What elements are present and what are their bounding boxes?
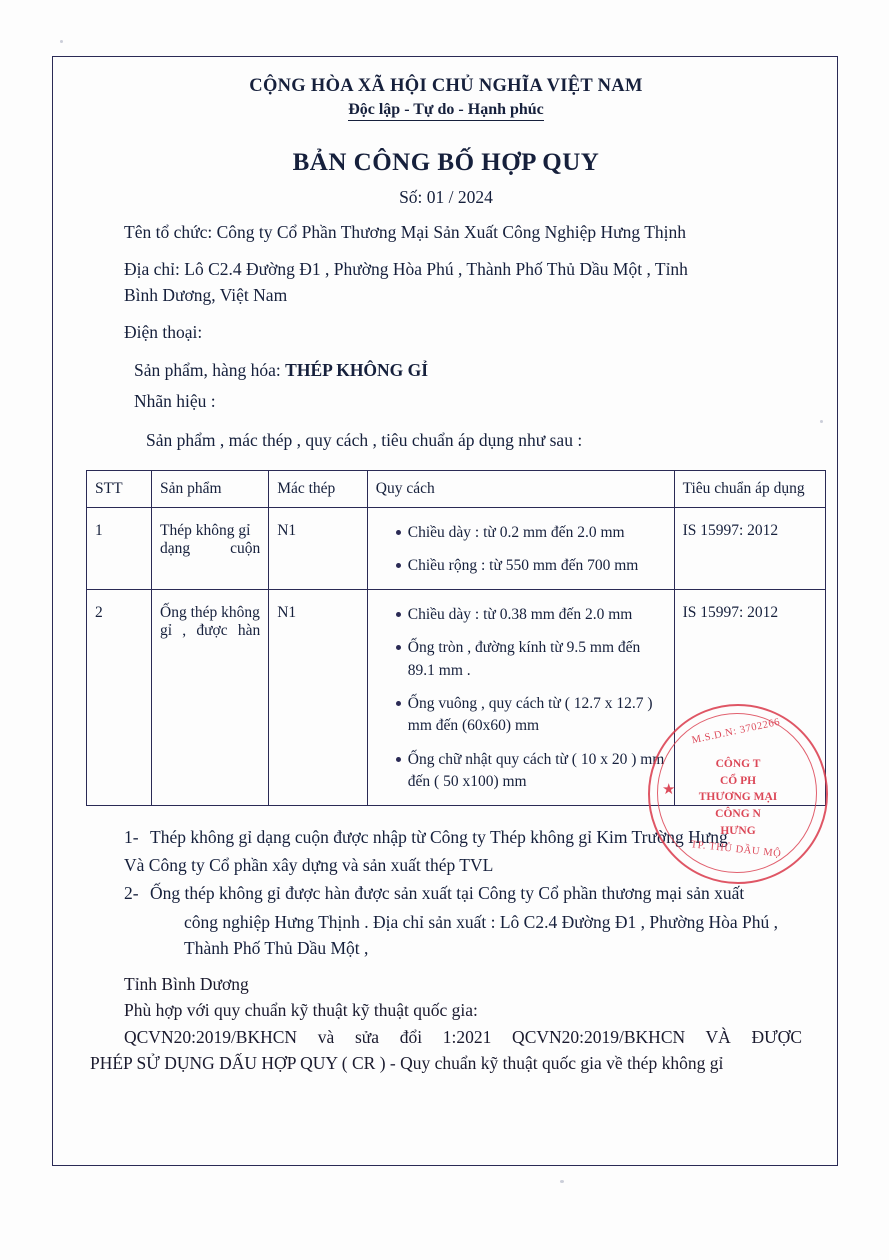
seal-line-4: CÔNG N [715, 808, 761, 821]
organization-phone: Điện thoại: [124, 322, 203, 343]
row-1-stt: 1 [87, 507, 152, 589]
brand-label: Nhãn hiệu : [134, 390, 216, 411]
scan-speck [60, 40, 63, 43]
row-2-specs [367, 589, 674, 805]
row-1-product: Thép không gỉ dạng cuộn [152, 507, 269, 589]
note-1-number: 1- [124, 826, 139, 847]
seal-line-5: HƯNG [720, 824, 756, 837]
table-row [87, 507, 826, 589]
organization-name: Tên tổ chức: Công ty Cổ Phần Thương Mại Sản Xuất Công Nghiệp Hưng Thịnh [124, 222, 687, 242]
table-header-product: Sản phẩm [152, 470, 269, 507]
national-title: CỘNG HÒA XÃ HỘI CHỦ NGHĨA VIỆT NAM [249, 76, 643, 96]
seal-line-3: THƯƠNG MẠI [698, 791, 778, 804]
notes-block [90, 824, 802, 961]
table-header-grade: Mác thép [269, 470, 368, 507]
table-header-standard: Tiêu chuẩn áp dụng [674, 470, 825, 507]
list-item: Chiều dày : từ 0.38 mm đến 2.0 mm [396, 604, 666, 626]
product-row [90, 358, 802, 383]
list-item: Ống vuông , quy cách từ ( 12.7 x 12.7 ) mm đến (60x60) mm [396, 693, 666, 738]
row-1-specs [367, 507, 674, 589]
row-1-standard: IS 15997: 2012 [674, 507, 825, 589]
row-2-standard: IS 15997: 2012 [674, 589, 825, 805]
standards-line-2: PHÉP SỬ DỤNG DẤU HỢP QUY ( CR ) - Quy chuẩn kỹ thuật quốc gia về thép không gỉ [90, 1052, 724, 1073]
scan-speck [820, 420, 823, 423]
product-label: Sản phẩm, hàng hóa: [134, 359, 281, 380]
product-value: THÉP KHÔNG GỈ [285, 359, 429, 380]
table-header-stt: STT [87, 470, 152, 507]
seal-line-2: CỔ PH [719, 774, 757, 787]
organization-address-line-1: Địa chỉ: Lô C2.4 Đường Đ1 , Phường Hòa Phú , Thành Phố Thủ Dầu Một , Tỉnh [124, 259, 688, 280]
note-2-line-2: công nghiệp Hưng Thịnh . Địa chỉ sản xuất : Lô C2.4 Đường Đ1 , Phường Hòa Phú , [184, 911, 778, 932]
row-2-product: Ống thép không gỉ , được hàn [152, 589, 269, 805]
seal-arc-top-text: M.S.D.N: 3702266 [690, 716, 782, 747]
table-header-row [87, 470, 826, 507]
specification-table [86, 470, 826, 806]
organization-address-line-2: Bình Dương, Việt Nam [124, 284, 288, 305]
note-item-1 [90, 824, 802, 850]
seal-line-1: CÔNG T [715, 758, 761, 770]
table-row [87, 589, 826, 805]
list-item: Chiều rộng : từ 550 mm đến 700 mm [396, 555, 666, 577]
standards-line-1: QCVN20:2019/BKHCN và sửa đổi 1:2021 QCVN20:2019/BKHCN VÀ ĐƯỢC [124, 1026, 802, 1047]
scan-speck [560, 1180, 564, 1183]
national-heading-block [90, 76, 802, 121]
seal-arc-bottom-text: TP. THỦ DẦU MỘ [690, 839, 782, 860]
national-motto: Độc lập - Tự do - Hạnh phúc [348, 101, 544, 121]
note-2-line-1: Ống thép không gỉ được hàn được sản xuất tại Công ty Cổ phần thương mại sản xuất [150, 883, 745, 904]
table-header-spec: Quy cách [367, 470, 674, 507]
row-1-grade: N1 [269, 507, 368, 589]
list-item: Chiều dày : từ 0.2 mm đến 2.0 mm [396, 522, 666, 544]
conformity-line: Phù hợp với quy chuẩn kỹ thuật kỹ thuật quốc gia: [124, 1000, 478, 1021]
list-item: Ống tròn , đường kính từ 9.5 mm đến 89.1 mm . [396, 637, 666, 682]
document-number: Số: 01 / 2024 [399, 187, 493, 207]
note-1-line-1: Thép không gỉ dạng cuộn được nhập từ Công ty Thép không gỉ Kim Trường Hưng [150, 826, 728, 847]
star-icon: ★ [662, 782, 676, 798]
note-2-line-3: Thành Phố Thủ Dầu Một , [184, 937, 369, 958]
list-item: Ống chữ nhật quy cách từ ( 10 x 20 ) mm đến ( 50 x100) mm [396, 749, 666, 794]
row-2-grade: N1 [269, 589, 368, 805]
row-2-stt: 2 [87, 589, 152, 805]
note-item-2 [90, 880, 802, 906]
document-title: BẢN CÔNG BỐ HỢP QUY [292, 149, 600, 176]
note-1-line-2: Và Công ty Cổ phần xây dựng và sản xuất thép TVL [124, 855, 494, 876]
spec-intro: Sản phẩm , mác thép , quy cách , tiêu chuẩn áp dụng như sau : [146, 430, 583, 451]
note-2-number: 2- [124, 883, 139, 904]
province-line: Tỉnh Bình Dương [124, 974, 249, 995]
document-content [72, 64, 820, 1076]
tail-block [90, 971, 802, 1076]
